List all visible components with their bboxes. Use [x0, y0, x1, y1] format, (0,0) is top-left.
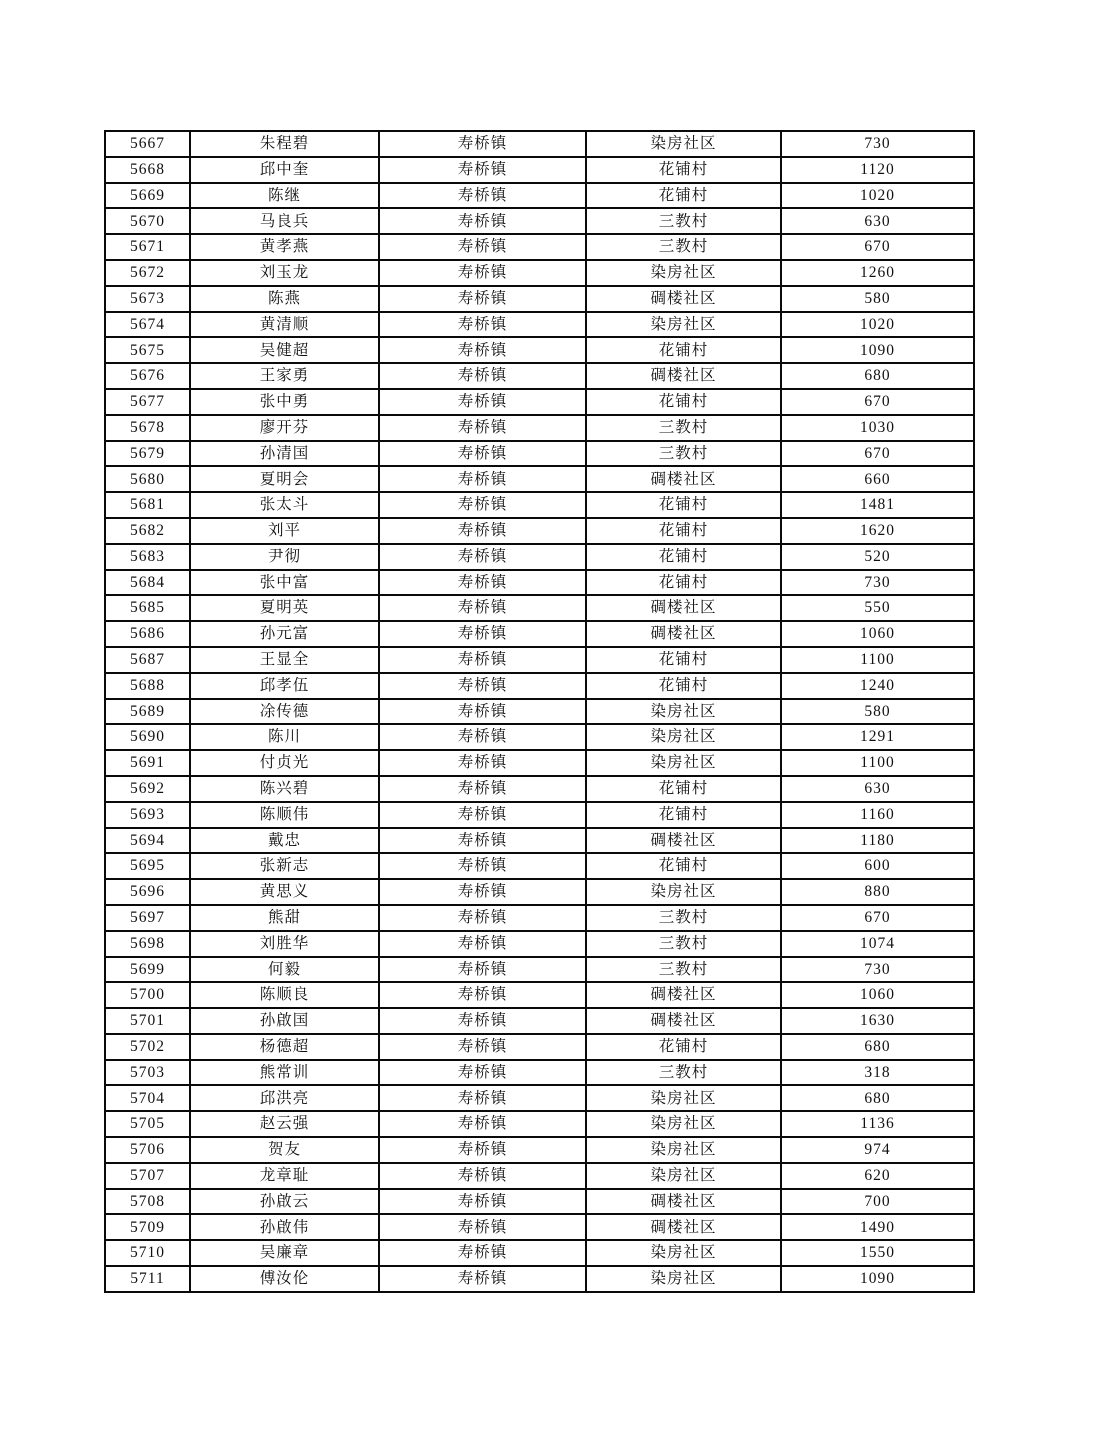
cell-town: 寿桥镇: [379, 544, 586, 570]
cell-id: 5700: [105, 982, 190, 1008]
cell-town: 寿桥镇: [379, 337, 586, 363]
cell-id: 5691: [105, 750, 190, 776]
cell-town: 寿桥镇: [379, 1111, 586, 1137]
table-row: [105, 131, 974, 157]
cell-town: 寿桥镇: [379, 570, 586, 596]
cell-amount: 1240: [781, 673, 974, 699]
cell-amount: 974: [781, 1137, 974, 1163]
cell-amount: 660: [781, 466, 974, 492]
table-row: [105, 518, 974, 544]
cell-amount: 1020: [781, 312, 974, 338]
table-row: [105, 1034, 974, 1060]
cell-amount: 1120: [781, 157, 974, 183]
cell-town: 寿桥镇: [379, 647, 586, 673]
cell-id: 5678: [105, 415, 190, 441]
cell-name: 邱孝伍: [190, 673, 379, 699]
table-row: [105, 415, 974, 441]
cell-town: 寿桥镇: [379, 879, 586, 905]
cell-name: 凃传德: [190, 699, 379, 725]
cell-id: 5669: [105, 183, 190, 209]
cell-id: 5674: [105, 312, 190, 338]
cell-name: 孙啟云: [190, 1189, 379, 1215]
cell-village: 碉楼社区: [586, 621, 781, 647]
cell-village: 染房社区: [586, 1240, 781, 1266]
cell-village: 染房社区: [586, 312, 781, 338]
cell-id: 5701: [105, 1008, 190, 1034]
cell-amount: 1090: [781, 337, 974, 363]
cell-id: 5670: [105, 208, 190, 234]
cell-amount: 580: [781, 699, 974, 725]
cell-amount: 1100: [781, 647, 974, 673]
table-row: [105, 750, 974, 776]
cell-town: 寿桥镇: [379, 1214, 586, 1240]
cell-village: 花铺村: [586, 802, 781, 828]
cell-village: 碉楼社区: [586, 595, 781, 621]
table-row: [105, 1214, 974, 1240]
cell-town: 寿桥镇: [379, 750, 586, 776]
cell-name: 陈川: [190, 724, 379, 750]
cell-village: 花铺村: [586, 570, 781, 596]
cell-amount: 1074: [781, 931, 974, 957]
cell-name: 刘玉龙: [190, 260, 379, 286]
cell-village: 碉楼社区: [586, 828, 781, 854]
cell-id: 5680: [105, 466, 190, 492]
cell-amount: 670: [781, 441, 974, 467]
cell-town: 寿桥镇: [379, 1163, 586, 1189]
cell-id: 5668: [105, 157, 190, 183]
cell-village: 三教村: [586, 234, 781, 260]
cell-id: 5683: [105, 544, 190, 570]
cell-name: 赵云强: [190, 1111, 379, 1137]
table-row: [105, 699, 974, 725]
cell-amount: 520: [781, 544, 974, 570]
cell-name: 孙清国: [190, 441, 379, 467]
cell-village: 碉楼社区: [586, 286, 781, 312]
table-row: [105, 389, 974, 415]
cell-village: 花铺村: [586, 776, 781, 802]
cell-town: 寿桥镇: [379, 595, 586, 621]
cell-village: 碉楼社区: [586, 1189, 781, 1215]
cell-village: 三教村: [586, 905, 781, 931]
cell-village: 染房社区: [586, 699, 781, 725]
cell-amount: 1160: [781, 802, 974, 828]
cell-id: 5686: [105, 621, 190, 647]
cell-amount: 1100: [781, 750, 974, 776]
cell-amount: 680: [781, 1085, 974, 1111]
cell-town: 寿桥镇: [379, 1189, 586, 1215]
cell-amount: 1030: [781, 415, 974, 441]
table-row: [105, 1137, 974, 1163]
cell-amount: 1630: [781, 1008, 974, 1034]
cell-village: 花铺村: [586, 647, 781, 673]
cell-id: 5711: [105, 1266, 190, 1292]
cell-id: 5693: [105, 802, 190, 828]
table-row: [105, 828, 974, 854]
cell-name: 黄清顺: [190, 312, 379, 338]
cell-id: 5695: [105, 853, 190, 879]
cell-town: 寿桥镇: [379, 518, 586, 544]
cell-town: 寿桥镇: [379, 183, 586, 209]
cell-amount: 1490: [781, 1214, 974, 1240]
cell-name: 刘胜华: [190, 931, 379, 957]
cell-name: 杨德超: [190, 1034, 379, 1060]
table-row: [105, 363, 974, 389]
cell-name: 孙啟国: [190, 1008, 379, 1034]
cell-name: 付贞光: [190, 750, 379, 776]
cell-amount: 1060: [781, 982, 974, 1008]
cell-amount: 1291: [781, 724, 974, 750]
cell-village: 染房社区: [586, 750, 781, 776]
cell-town: 寿桥镇: [379, 853, 586, 879]
cell-town: 寿桥镇: [379, 1034, 586, 1060]
cell-village: 染房社区: [586, 879, 781, 905]
cell-name: 傅汝伦: [190, 1266, 379, 1292]
cell-town: 寿桥镇: [379, 699, 586, 725]
table-row: [105, 544, 974, 570]
cell-name: 夏明会: [190, 466, 379, 492]
cell-town: 寿桥镇: [379, 724, 586, 750]
cell-village: 花铺村: [586, 518, 781, 544]
cell-village: 碉楼社区: [586, 982, 781, 1008]
cell-name: 吴廉章: [190, 1240, 379, 1266]
cell-village: 花铺村: [586, 673, 781, 699]
cell-name: 贺友: [190, 1137, 379, 1163]
cell-id: 5688: [105, 673, 190, 699]
cell-town: 寿桥镇: [379, 982, 586, 1008]
table-row: [105, 931, 974, 957]
cell-id: 5703: [105, 1060, 190, 1086]
cell-amount: 730: [781, 131, 974, 157]
cell-town: 寿桥镇: [379, 957, 586, 983]
cell-village: 碉楼社区: [586, 466, 781, 492]
cell-amount: 670: [781, 234, 974, 260]
table-row: [105, 905, 974, 931]
cell-name: 张中勇: [190, 389, 379, 415]
cell-town: 寿桥镇: [379, 441, 586, 467]
cell-village: 三教村: [586, 415, 781, 441]
table-row: [105, 982, 974, 1008]
cell-village: 三教村: [586, 441, 781, 467]
cell-id: 5694: [105, 828, 190, 854]
cell-id: 5706: [105, 1137, 190, 1163]
cell-name: 黄思义: [190, 879, 379, 905]
cell-amount: 1481: [781, 492, 974, 518]
cell-amount: 670: [781, 389, 974, 415]
cell-id: 5684: [105, 570, 190, 596]
cell-amount: 1550: [781, 1240, 974, 1266]
cell-id: 5705: [105, 1111, 190, 1137]
cell-town: 寿桥镇: [379, 466, 586, 492]
cell-name: 廖开芬: [190, 415, 379, 441]
cell-id: 5685: [105, 595, 190, 621]
cell-town: 寿桥镇: [379, 1060, 586, 1086]
cell-id: 5709: [105, 1214, 190, 1240]
cell-village: 三教村: [586, 931, 781, 957]
cell-name: 马良兵: [190, 208, 379, 234]
cell-id: 5692: [105, 776, 190, 802]
cell-town: 寿桥镇: [379, 621, 586, 647]
table-row: [105, 312, 974, 338]
cell-village: 染房社区: [586, 1137, 781, 1163]
table-row: [105, 595, 974, 621]
cell-village: 花铺村: [586, 492, 781, 518]
cell-name: 熊甜: [190, 905, 379, 931]
cell-amount: 680: [781, 363, 974, 389]
cell-amount: 1620: [781, 518, 974, 544]
cell-village: 染房社区: [586, 1085, 781, 1111]
table-row: [105, 1189, 974, 1215]
cell-town: 寿桥镇: [379, 131, 586, 157]
table-row: [105, 1008, 974, 1034]
table-row: [105, 724, 974, 750]
cell-amount: 880: [781, 879, 974, 905]
cell-amount: 730: [781, 570, 974, 596]
cell-id: 5687: [105, 647, 190, 673]
cell-id: 5673: [105, 286, 190, 312]
table-row: [105, 1266, 974, 1292]
cell-name: 张中富: [190, 570, 379, 596]
cell-id: 5702: [105, 1034, 190, 1060]
cell-village: 花铺村: [586, 389, 781, 415]
cell-village: 染房社区: [586, 724, 781, 750]
table-row: [105, 879, 974, 905]
cell-name: 陈兴碧: [190, 776, 379, 802]
cell-town: 寿桥镇: [379, 363, 586, 389]
cell-village: 三教村: [586, 1060, 781, 1086]
cell-id: 5697: [105, 905, 190, 931]
cell-name: 黄孝燕: [190, 234, 379, 260]
cell-town: 寿桥镇: [379, 1137, 586, 1163]
table-row: [105, 466, 974, 492]
cell-town: 寿桥镇: [379, 492, 586, 518]
cell-town: 寿桥镇: [379, 673, 586, 699]
cell-town: 寿桥镇: [379, 415, 586, 441]
cell-town: 寿桥镇: [379, 389, 586, 415]
cell-name: 戴忠: [190, 828, 379, 854]
cell-name: 孙啟伟: [190, 1214, 379, 1240]
table-row: [105, 260, 974, 286]
cell-village: 花铺村: [586, 544, 781, 570]
cell-amount: 630: [781, 776, 974, 802]
cell-amount: 600: [781, 853, 974, 879]
cell-amount: 630: [781, 208, 974, 234]
table-row: [105, 1060, 974, 1086]
cell-name: 张新志: [190, 853, 379, 879]
cell-village: 花铺村: [586, 337, 781, 363]
table-row: [105, 570, 974, 596]
cell-town: 寿桥镇: [379, 1240, 586, 1266]
table-row: [105, 673, 974, 699]
table-row: [105, 621, 974, 647]
cell-town: 寿桥镇: [379, 234, 586, 260]
cell-name: 龙章耻: [190, 1163, 379, 1189]
cell-name: 邱中奎: [190, 157, 379, 183]
cell-amount: 550: [781, 595, 974, 621]
table-row: [105, 157, 974, 183]
table-row: [105, 1163, 974, 1189]
table-row: [105, 1111, 974, 1137]
cell-id: 5708: [105, 1189, 190, 1215]
cell-town: 寿桥镇: [379, 776, 586, 802]
cell-village: 花铺村: [586, 853, 781, 879]
cell-amount: 680: [781, 1034, 974, 1060]
table-row: [105, 647, 974, 673]
table-row: [105, 1085, 974, 1111]
cell-id: 5676: [105, 363, 190, 389]
table-row: [105, 208, 974, 234]
cell-id: 5679: [105, 441, 190, 467]
table-row: [105, 957, 974, 983]
cell-village: 花铺村: [586, 157, 781, 183]
cell-id: 5672: [105, 260, 190, 286]
cell-name: 吴健超: [190, 337, 379, 363]
cell-amount: 1090: [781, 1266, 974, 1292]
cell-town: 寿桥镇: [379, 1266, 586, 1292]
cell-town: 寿桥镇: [379, 1008, 586, 1034]
cell-amount: 1260: [781, 260, 974, 286]
cell-id: 5677: [105, 389, 190, 415]
cell-village: 碉楼社区: [586, 1214, 781, 1240]
cell-id: 5704: [105, 1085, 190, 1111]
cell-amount: 1060: [781, 621, 974, 647]
cell-amount: 1180: [781, 828, 974, 854]
cell-town: 寿桥镇: [379, 312, 586, 338]
cell-village: 花铺村: [586, 183, 781, 209]
cell-village: 碉楼社区: [586, 363, 781, 389]
cell-id: 5710: [105, 1240, 190, 1266]
cell-town: 寿桥镇: [379, 905, 586, 931]
cell-amount: 1020: [781, 183, 974, 209]
cell-town: 寿桥镇: [379, 208, 586, 234]
cell-name: 孙元富: [190, 621, 379, 647]
cell-name: 刘平: [190, 518, 379, 544]
records-table-body: [105, 131, 974, 1292]
cell-id: 5689: [105, 699, 190, 725]
cell-id: 5690: [105, 724, 190, 750]
cell-name: 陈顺良: [190, 982, 379, 1008]
table-row: [105, 286, 974, 312]
table-row: [105, 441, 974, 467]
cell-name: 夏明英: [190, 595, 379, 621]
cell-name: 熊常训: [190, 1060, 379, 1086]
cell-amount: 730: [781, 957, 974, 983]
table-row: [105, 802, 974, 828]
cell-village: 染房社区: [586, 1111, 781, 1137]
cell-town: 寿桥镇: [379, 260, 586, 286]
cell-amount: 700: [781, 1189, 974, 1215]
cell-village: 染房社区: [586, 1266, 781, 1292]
cell-name: 陈继: [190, 183, 379, 209]
table-row: [105, 776, 974, 802]
table-row: [105, 183, 974, 209]
cell-id: 5671: [105, 234, 190, 260]
cell-name: 张太斗: [190, 492, 379, 518]
cell-village: 染房社区: [586, 131, 781, 157]
cell-town: 寿桥镇: [379, 1085, 586, 1111]
table-row: [105, 234, 974, 260]
table-row: [105, 337, 974, 363]
cell-village: 染房社区: [586, 260, 781, 286]
cell-id: 5696: [105, 879, 190, 905]
table-row: [105, 492, 974, 518]
cell-town: 寿桥镇: [379, 931, 586, 957]
cell-id: 5681: [105, 492, 190, 518]
cell-village: 碉楼社区: [586, 1008, 781, 1034]
cell-name: 王显全: [190, 647, 379, 673]
cell-id: 5675: [105, 337, 190, 363]
cell-id: 5707: [105, 1163, 190, 1189]
cell-village: 三教村: [586, 208, 781, 234]
cell-id: 5667: [105, 131, 190, 157]
table-row: [105, 853, 974, 879]
cell-name: 何毅: [190, 957, 379, 983]
cell-id: 5699: [105, 957, 190, 983]
cell-amount: 580: [781, 286, 974, 312]
cell-village: 染房社区: [586, 1163, 781, 1189]
cell-amount: 318: [781, 1060, 974, 1086]
cell-town: 寿桥镇: [379, 286, 586, 312]
cell-name: 陈顺伟: [190, 802, 379, 828]
cell-name: 王家勇: [190, 363, 379, 389]
table-row: [105, 1240, 974, 1266]
cell-village: 三教村: [586, 957, 781, 983]
cell-id: 5698: [105, 931, 190, 957]
cell-name: 邱洪亮: [190, 1085, 379, 1111]
cell-town: 寿桥镇: [379, 802, 586, 828]
cell-village: 花铺村: [586, 1034, 781, 1060]
cell-name: 尹彻: [190, 544, 379, 570]
cell-amount: 1136: [781, 1111, 974, 1137]
cell-amount: 620: [781, 1163, 974, 1189]
cell-name: 陈燕: [190, 286, 379, 312]
cell-id: 5682: [105, 518, 190, 544]
cell-town: 寿桥镇: [379, 828, 586, 854]
cell-name: 朱程碧: [190, 131, 379, 157]
cell-amount: 670: [781, 905, 974, 931]
cell-town: 寿桥镇: [379, 157, 586, 183]
records-table: [104, 130, 975, 1293]
